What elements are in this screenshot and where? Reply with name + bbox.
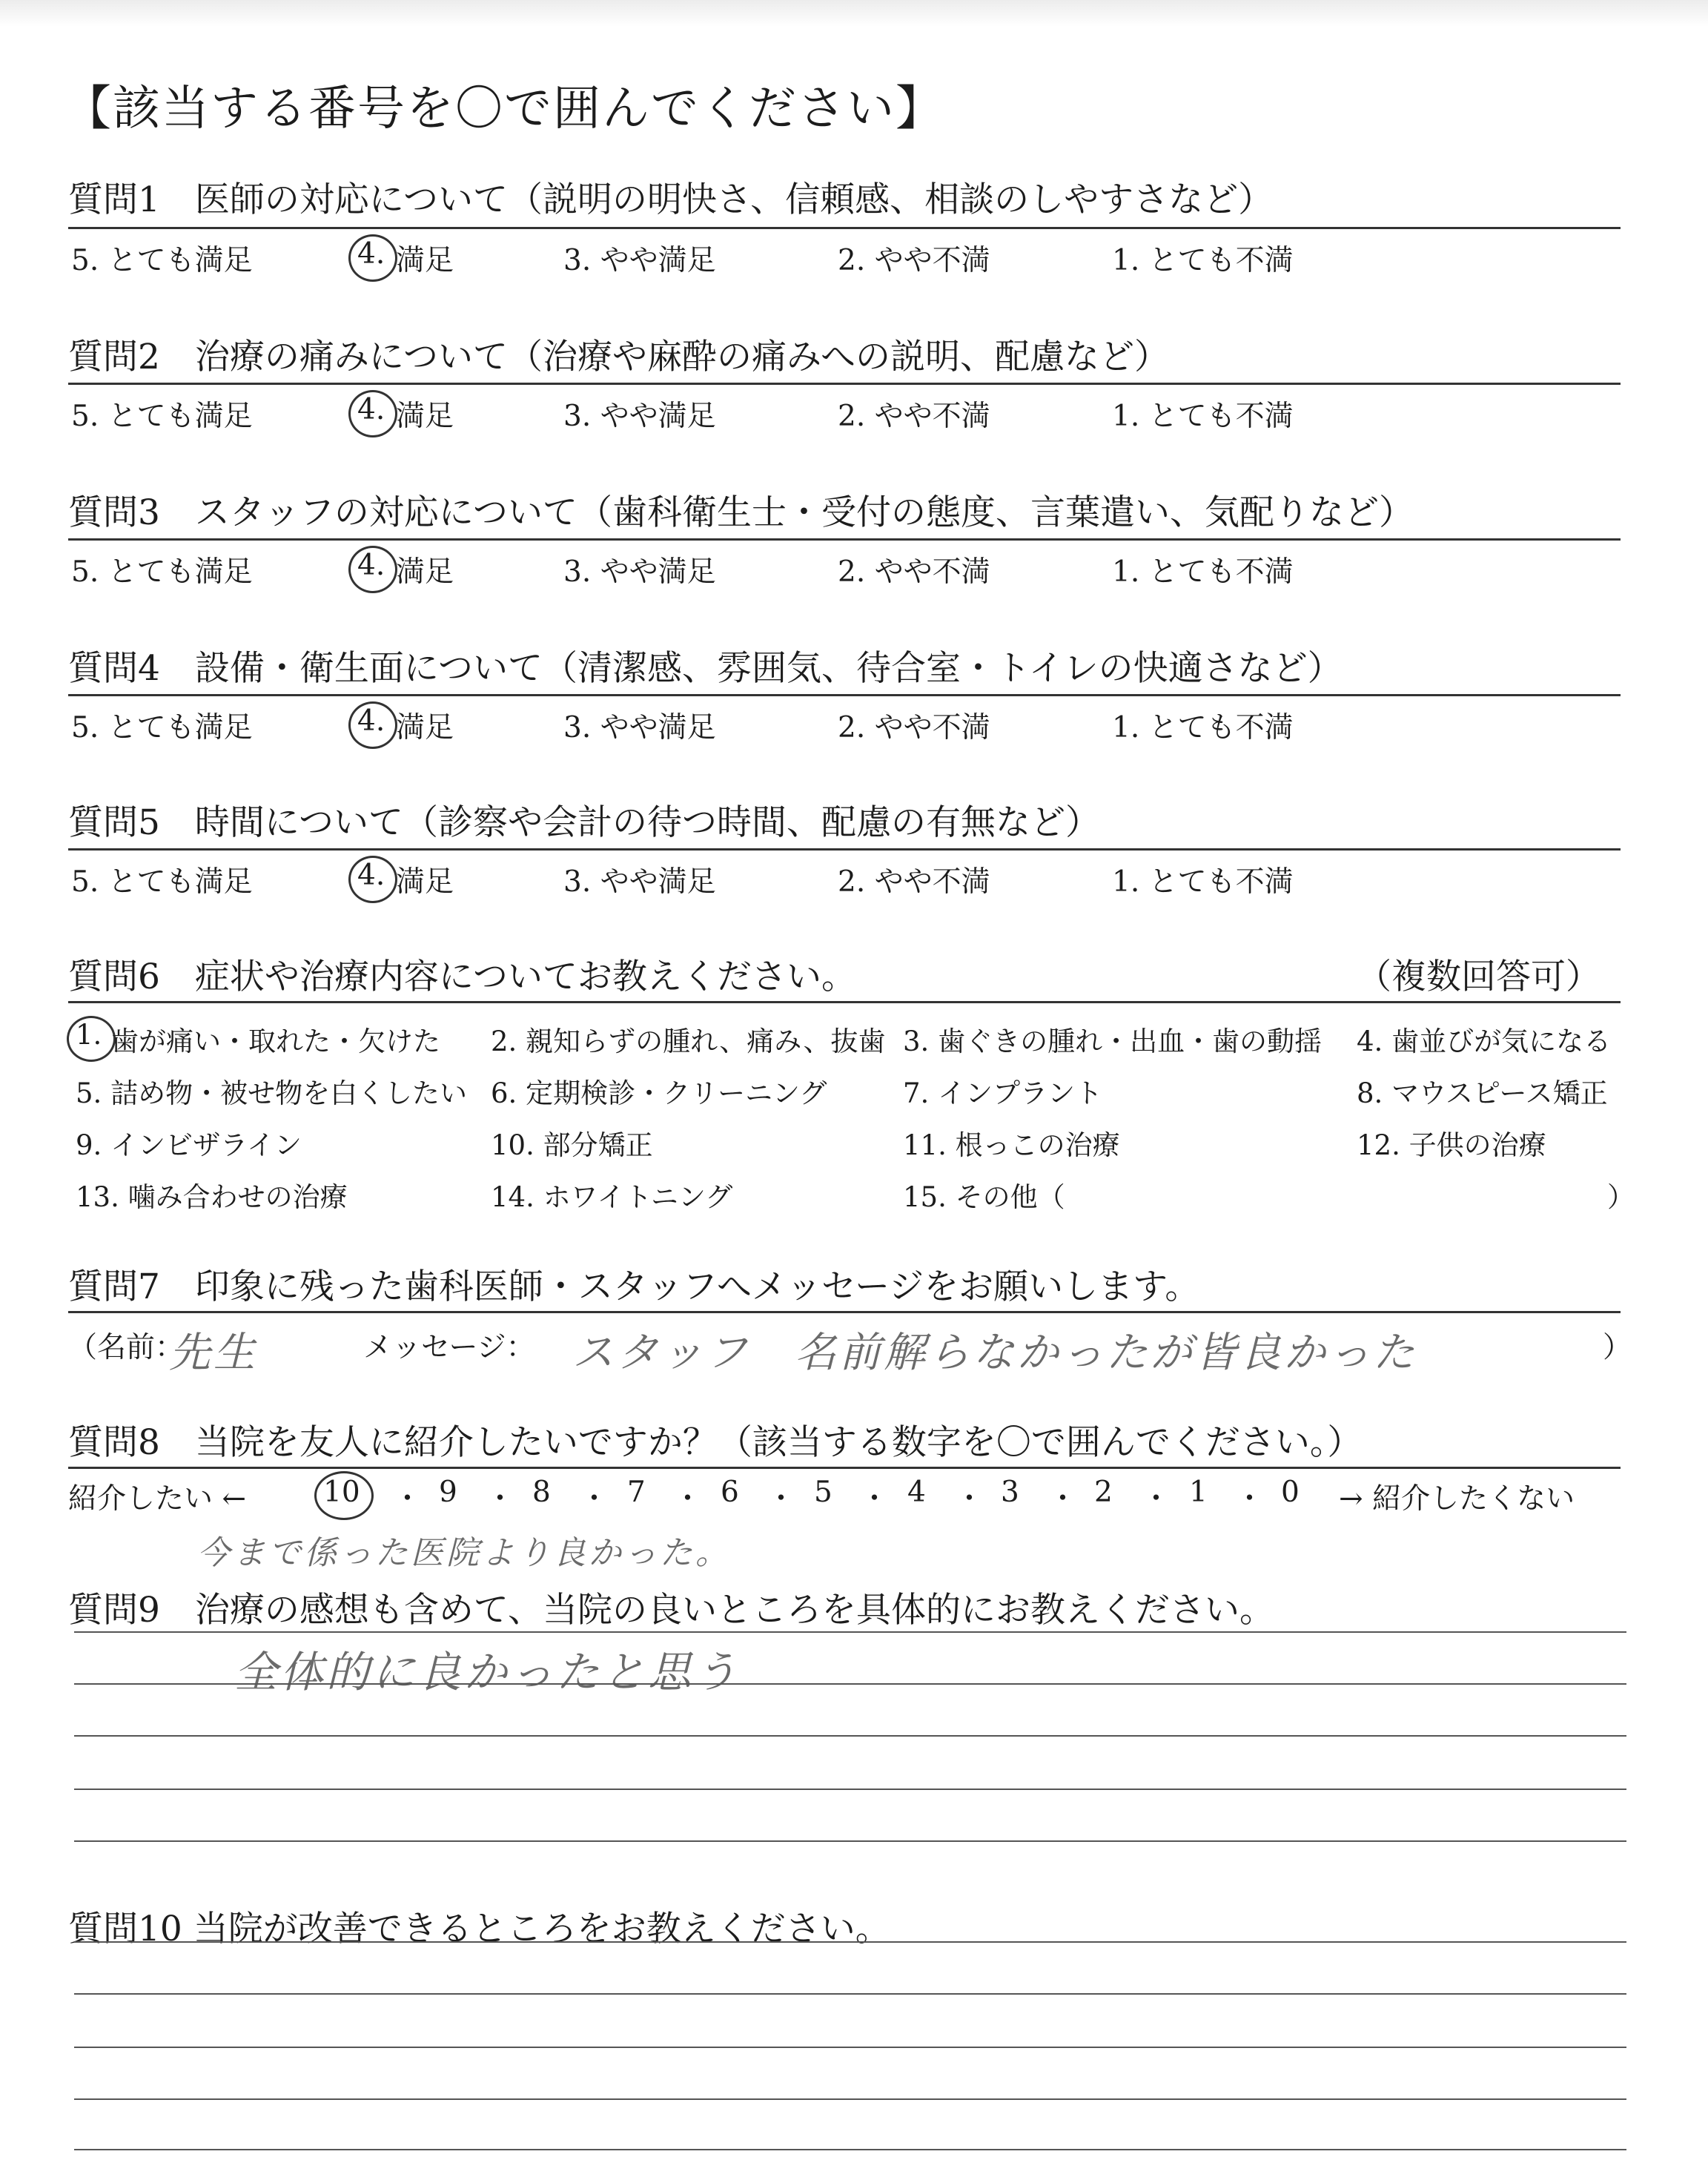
option-satisfied: 満足 [396,244,454,277]
option-very-satisfied: 5. とても満足 [71,244,253,277]
scale-dot: ・ [860,1482,890,1516]
option-very-satisfied: 5. とても満足 [71,711,253,744]
question-1: 質問1 医師の対応について（説明の明快さ、信頼感、相談のしやすさなど） [68,179,1274,220]
option-very-dissatisfied: 1. とても不満 [1112,555,1294,589]
answer-circle [348,701,397,749]
option-4-number: 4. [357,704,385,738]
question-10: 質問10 当院が改善できるところをお教えください。 [68,1909,890,1949]
name-handwritten: 先生 [169,1329,258,1377]
option-somewhat-satisfied: 3. やや満足 [563,711,716,744]
scale-dot: ・ [393,1482,423,1516]
divider [68,227,1621,229]
option-somewhat-dissatisfied: 2. やや不満 [838,555,990,589]
divider [68,383,1621,385]
message-handwritten: スタッフ 名前解らなかったが皆良かった [572,1329,1417,1377]
name-label: （名前： [68,1331,185,1364]
answer-circle [348,234,397,282]
symptom-option-15: 15. その他（ [903,1181,1065,1213]
option-satisfied: 満足 [396,555,454,589]
message-close-paren: ） [1603,1331,1632,1364]
scale-number-5: 5 [814,1476,833,1509]
symptom-option-12: 12. 子供の治療 [1357,1129,1546,1161]
page-title: 【該当する番号を〇で囲んでください】 [64,82,944,136]
symptom-option-3: 3. 歯ぐきの腫れ・出血・歯の動揺 [903,1025,1323,1057]
option-very-dissatisfied: 1. とても不満 [1112,865,1294,899]
question-5: 質問5 時間について（診察や会計の待つ時間、配慮の有無など） [68,802,1100,843]
option-4-number: 4. [357,237,385,271]
option-somewhat-satisfied: 3. やや満足 [563,400,716,433]
option-somewhat-dissatisfied: 2. やや不満 [838,244,990,277]
option-very-satisfied: 5. とても満足 [71,555,253,589]
recommend-comment-handwritten: 今まで係った医院より良かった。 [197,1534,731,1572]
option-very-satisfied: 5. とても満足 [71,865,253,899]
scale-dot: ・ [955,1482,984,1516]
divider [68,694,1621,696]
scale-dot: ・ [767,1482,796,1516]
option-somewhat-satisfied: 3. やや満足 [563,865,716,899]
divider [68,1311,1621,1313]
answer-line [74,2149,1626,2150]
question-6: 質問6 症状や治療内容についてお教えください。 [68,957,856,997]
option-satisfied: 満足 [396,865,454,899]
symptom-option-2: 2. 親知らずの腫れ、痛み、抜歯 [491,1025,886,1057]
recommend-no-label: → 紹介したくない [1339,1482,1575,1516]
divider [68,848,1621,851]
option-very-dissatisfied: 1. とても不満 [1112,711,1294,744]
answer-circle [348,546,397,593]
question-8: 質問8 当院を友人に紹介したいですか？（該当する数字を〇で囲んでください。） [68,1422,1363,1463]
message-label: メッセージ： [363,1331,535,1364]
symptom-option-8: 8. マウスピース矯正 [1357,1077,1608,1109]
option-somewhat-satisfied: 3. やや満足 [563,244,716,277]
scan-edge [0,0,1708,27]
answer-line [74,1941,1626,1943]
symptom-option-10: 10. 部分矯正 [491,1129,653,1161]
scale-dot: ・ [1142,1482,1171,1516]
symptom-option-4: 4. 歯並びが気になる [1357,1025,1612,1057]
symptom-option-14: 14. ホワイトニング [491,1181,733,1213]
divider [68,1001,1621,1003]
symptom-option-6: 6. 定期検診・クリーニング [491,1077,827,1109]
option-somewhat-dissatisfied: 2. やや不満 [838,865,990,899]
answer-line [74,1735,1626,1737]
option-somewhat-dissatisfied: 2. やや不満 [838,711,990,744]
option-4-number: 4. [357,859,385,892]
option-very-satisfied: 5. とても満足 [71,400,253,433]
symptom-option-5: 5. 詰め物・被せ物を白くしたい [76,1077,468,1109]
answer-line [74,1683,1626,1685]
answer-line [74,1993,1626,1995]
scale-dot: ・ [1235,1482,1265,1516]
good-points-handwritten: 全体的に良かったと思う [234,1647,741,1697]
scale-number-1: 1 [1189,1476,1208,1509]
symptom-option-11: 11. 根っこの治療 [903,1129,1120,1161]
symptom-option-9: 9. インビザライン [76,1129,302,1161]
scale-dot: ・ [580,1482,609,1516]
other-close-paren: ） [1607,1181,1635,1213]
symptom-option-13: 13. 噛み合わせの治療 [76,1181,348,1213]
answer-circle [348,856,397,903]
answer-line [74,2098,1626,2100]
option-very-dissatisfied: 1. とても不満 [1112,244,1294,277]
recommend-yes-label: 紹介したい ← [68,1482,247,1516]
question-2: 質問2 治療の痛みについて（治療や麻酔の痛みへの説明、配慮など） [68,337,1170,377]
scale-dot: ・ [673,1482,703,1516]
symptom-option-1: 歯が痛い・取れた・欠けた [111,1025,440,1057]
question-9: 質問9 治療の感想も含めて、当院の良いところを具体的にお教えください。 [68,1590,1274,1631]
answer-line [74,2047,1626,2048]
multiple-answers-note: （複数回答可） [1357,957,1601,997]
answer-circle [348,390,397,437]
scale-number-6: 6 [721,1476,739,1509]
option-4-number: 4. [357,393,385,426]
divider [68,1467,1621,1469]
option-satisfied: 満足 [396,711,454,744]
scale-number-10: 10 [323,1476,360,1509]
option-somewhat-dissatisfied: 2. やや不満 [838,400,990,433]
question-7: 質問7 印象に残った歯科医師・スタッフへメッセージをお願いします。 [68,1266,1200,1307]
scale-dot: ・ [486,1482,515,1516]
symptom-option-1-number: 1. [76,1019,102,1051]
answer-line [74,1789,1626,1790]
scale-dot: ・ [1048,1482,1078,1516]
option-somewhat-satisfied: 3. やや満足 [563,555,716,589]
symptom-option-7: 7. インプラント [903,1077,1103,1109]
option-4-number: 4. [357,549,385,582]
question-4: 質問4 設備・衛生面について（清潔感、雰囲気、待合室・トイレの快適さなど） [68,648,1343,689]
option-very-dissatisfied: 1. とても不満 [1112,400,1294,433]
scale-number-7: 7 [627,1476,646,1509]
scale-number-4: 4 [907,1476,926,1509]
divider [68,538,1621,541]
scale-number-2: 2 [1094,1476,1113,1509]
answer-line [74,1840,1626,1842]
scale-number-0: 0 [1281,1476,1300,1509]
scale-number-9: 9 [439,1476,457,1509]
scale-number-3: 3 [1001,1476,1019,1509]
question-3: 質問3 スタッフの対応について（歯科衛生士・受付の態度、言葉遣い、気配りなど） [68,492,1414,533]
scale-number-8: 8 [532,1476,551,1509]
answer-line [74,1631,1626,1633]
option-satisfied: 満足 [396,400,454,433]
